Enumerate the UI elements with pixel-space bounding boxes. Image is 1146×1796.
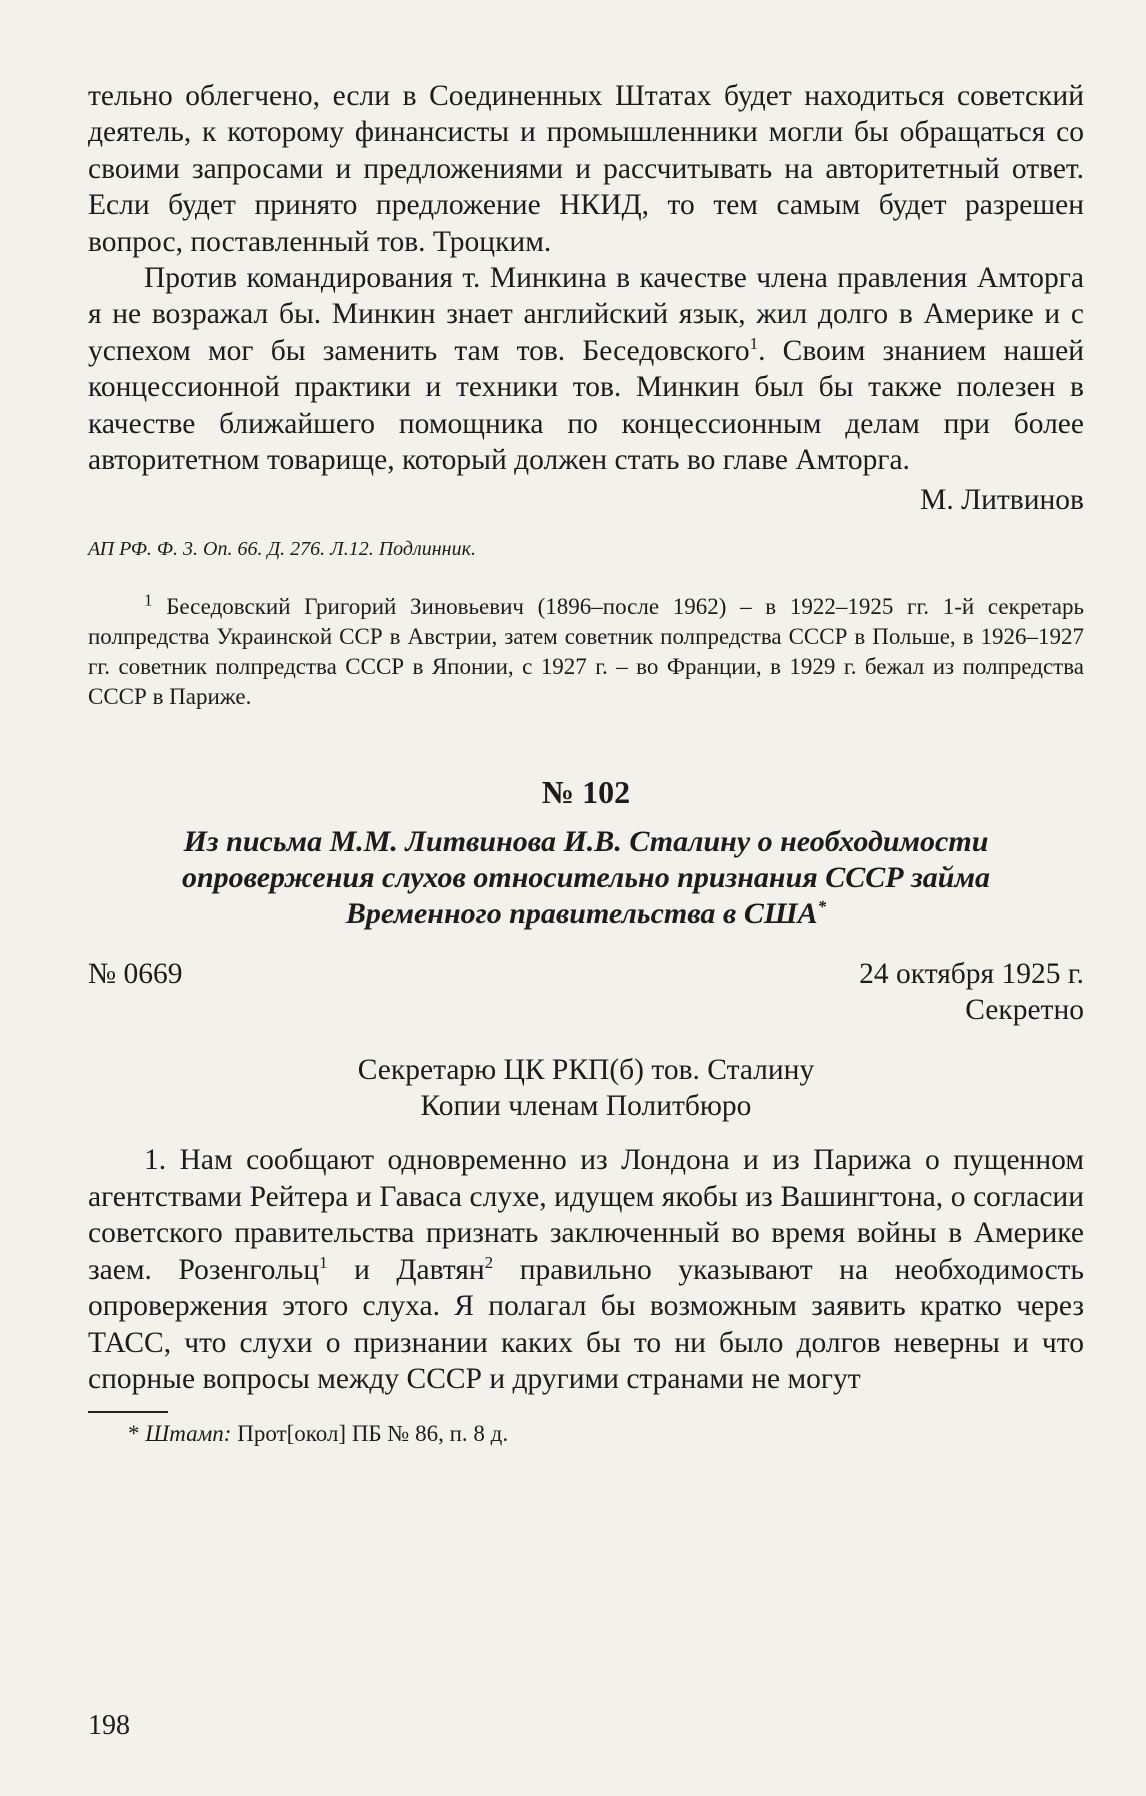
document-meta <box>88 956 1084 992</box>
paragraph-continuation: тельно облегчено, если в Соединенных Штатах будет находиться советский деятель, к которому финансисты и промышленники могли бы обращаться со своими запросами и предложениями и рассчитывать на авторитетный ответ. Если будет принято предложение НКИД, то тем самым будет разрешен вопрос, поставленный тов. Троцким. <box>88 80 1084 258</box>
footnote-divider <box>88 1411 168 1413</box>
document-date: 24 октября 1925 г. <box>859 958 1084 991</box>
footnote-stamp: * Штамп: Прот[окол] ПБ № 86, п. 8 д. <box>128 1421 509 1447</box>
footnote-ref: 1 <box>749 334 759 354</box>
footnote-besedovsky: $^1$ Беседовский Григорий Зиновьевич (1896–после 1962) – в 1922–1925 гг. 1-й секретарь полпредства Украинской ССР в Австрии, затем советник полпредства СССР в Польше, в 1926–1927 гг. советник полпредства СССР в Японии, с 1927 г. – во Франции, в 1929 г. бежал из полпредства СССР в Париже. <box>88 590 1084 710</box>
document-number: № 102 <box>541 774 631 811</box>
addressee-copies: Копии членам Политбюро <box>420 1090 752 1123</box>
outgoing-number: № 0669 <box>88 958 183 991</box>
archive-source: АП РФ. Ф. 3. Оп. 66. Д. 276. Л.12. Подлинник. <box>88 538 476 561</box>
page-number: 198 <box>88 1710 130 1741</box>
addressee: Секретарю ЦК РКП(б) тов. Сталину <box>357 1054 815 1087</box>
classification: Секретно <box>965 994 1084 1027</box>
letter-body: 1. Нам сообщают одновременно из Лондона и из Парижа о пущенном агентствами Рейтера и Гаваса слухе, идущем якобы из Вашингтона, о согласии советского правительства признать заключенный во время войны в Америке заем. Розенгольц$^1$ и Давтян$^2$ правильно указывают на необходимость опровержения этого слуха. Я полагал бы возможным заявить кратко через ТАСС, что слухи о признании каких бы то ни было долгов неверны и что спорные вопросы между СССР и другими странами не могут <box>88 1144 1085 1395</box>
page-content <box>88 78 1084 1449</box>
paragraph-minkin: Против командирования т. Минкина в качестве члена правления Амторга я не возражал бы. Минкин знает английский язык, жил долго в Америке и с успехом мог бы заменить там тов. Беседовского$^1$. Своим знанием нашей концессионной практики и техники тов. Минкин был бы также полезен в качестве ближайшего помощника по концессионным делам при более авторитетном товарище, который должен стать во главе Амторга. <box>88 262 1084 477</box>
document-title: Из письма М.М. Литвинова И.В. Сталину о необходимости опровержения слухов относительно признания СССР займа Временного правительства в США* <box>181 825 991 931</box>
signature: М. Литвинов <box>920 484 1084 517</box>
